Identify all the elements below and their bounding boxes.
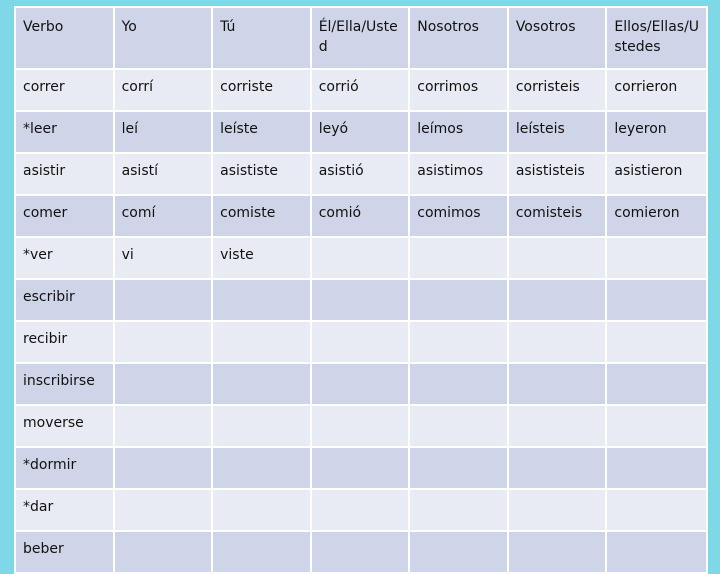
conjugation-cell: comió: [311, 195, 410, 237]
verb-cell: *dar: [15, 489, 114, 531]
header-cell: Vosotros: [508, 7, 607, 69]
conjugation-cell: [409, 531, 508, 573]
conjugation-cell: [508, 405, 607, 447]
table-row: [15, 531, 707, 573]
verb-cell: recibir: [15, 321, 114, 363]
conjugation-cell: [409, 405, 508, 447]
verb-cell: asistir: [15, 153, 114, 195]
verb-cell: *leer: [15, 111, 114, 153]
conjugation-cell: asistí: [114, 153, 213, 195]
conjugation-cell: leyó: [311, 111, 410, 153]
conjugation-cell: [409, 489, 508, 531]
table-row: [15, 195, 707, 237]
conjugation-cell: [212, 531, 311, 573]
conjugation-cell: [409, 447, 508, 489]
table-row: [15, 111, 707, 153]
table-row: [15, 237, 707, 279]
header-cell: Él/Ella/Usted: [311, 7, 410, 69]
conjugation-cell: [606, 363, 707, 405]
conjugation-cell: [508, 237, 607, 279]
conjugation-cell: [311, 489, 410, 531]
conjugation-cell: [311, 363, 410, 405]
conjugation-cell: [409, 363, 508, 405]
conjugation-cell: [212, 447, 311, 489]
verb-cell: inscribirse: [15, 363, 114, 405]
conjugation-cell: [311, 321, 410, 363]
conjugation-cell: leí: [114, 111, 213, 153]
conjugation-cell: asistió: [311, 153, 410, 195]
conjugation-cell: vi: [114, 237, 213, 279]
conjugation-cell: [311, 447, 410, 489]
conjugation-cell: [114, 321, 213, 363]
verb-cell: moverse: [15, 405, 114, 447]
conjugation-cell: asistimos: [409, 153, 508, 195]
conjugation-cell: [606, 237, 707, 279]
verb-cell: *dormir: [15, 447, 114, 489]
conjugation-cell: [606, 405, 707, 447]
conjugation-cell: [212, 321, 311, 363]
table-row: [15, 279, 707, 321]
verb-cell: *ver: [15, 237, 114, 279]
conjugation-table: [14, 6, 708, 574]
conjugation-cell: [114, 489, 213, 531]
header-cell: Yo: [114, 7, 213, 69]
conjugation-cell: [114, 363, 213, 405]
conjugation-cell: [114, 447, 213, 489]
conjugation-cell: comiste: [212, 195, 311, 237]
conjugation-cell: [606, 447, 707, 489]
conjugation-cell: corrió: [311, 69, 410, 111]
conjugation-cell: [311, 531, 410, 573]
conjugation-cell: leímos: [409, 111, 508, 153]
verb-cell: comer: [15, 195, 114, 237]
conjugation-cell: corrimos: [409, 69, 508, 111]
conjugation-cell: [311, 405, 410, 447]
conjugation-cell: [311, 237, 410, 279]
table-row: [15, 489, 707, 531]
conjugation-cell: [508, 447, 607, 489]
conjugation-cell: [409, 321, 508, 363]
conjugation-cell: corrieron: [606, 69, 707, 111]
conjugation-cell: [212, 279, 311, 321]
conjugation-cell: [508, 531, 607, 573]
table-row: [15, 405, 707, 447]
conjugation-cell: comí: [114, 195, 213, 237]
conjugation-cell: [114, 531, 213, 573]
verb-cell: escribir: [15, 279, 114, 321]
conjugation-cell: [508, 363, 607, 405]
conjugation-cell: asististe: [212, 153, 311, 195]
header-cell: Ellos/Ellas/Ustedes: [606, 7, 707, 69]
conjugation-cell: leíste: [212, 111, 311, 153]
conjugation-cell: corriste: [212, 69, 311, 111]
conjugation-cell: [606, 489, 707, 531]
conjugation-cell: [212, 489, 311, 531]
conjugation-cell: corrí: [114, 69, 213, 111]
conjugation-cell: [409, 279, 508, 321]
table-row: [15, 447, 707, 489]
table-body: [15, 7, 707, 573]
table-row: [15, 69, 707, 111]
conjugation-cell: [606, 321, 707, 363]
conjugation-cell: [114, 405, 213, 447]
table-row: [15, 321, 707, 363]
header-cell: Nosotros: [409, 7, 508, 69]
conjugation-cell: [212, 405, 311, 447]
conjugation-cell: asististeis: [508, 153, 607, 195]
conjugation-cell: [606, 279, 707, 321]
conjugation-cell: comimos: [409, 195, 508, 237]
verb-cell: beber: [15, 531, 114, 573]
conjugation-cell: comieron: [606, 195, 707, 237]
conjugation-cell: [508, 279, 607, 321]
conjugation-cell: viste: [212, 237, 311, 279]
conjugation-cell: [409, 237, 508, 279]
conjugation-cell: asistieron: [606, 153, 707, 195]
conjugation-cell: [212, 363, 311, 405]
header-cell: Verbo: [15, 7, 114, 69]
conjugation-cell: [508, 489, 607, 531]
conjugation-cell: [114, 279, 213, 321]
conjugation-cell: leísteis: [508, 111, 607, 153]
conjugation-cell: leyeron: [606, 111, 707, 153]
table-row: [15, 363, 707, 405]
conjugation-cell: [606, 531, 707, 573]
verb-cell: correr: [15, 69, 114, 111]
conjugation-cell: corristeis: [508, 69, 607, 111]
conjugation-cell: [311, 279, 410, 321]
table-row: [15, 153, 707, 195]
header-row: [15, 7, 707, 69]
conjugation-cell: [508, 321, 607, 363]
header-cell: Tú: [212, 7, 311, 69]
conjugation-cell: comisteis: [508, 195, 607, 237]
